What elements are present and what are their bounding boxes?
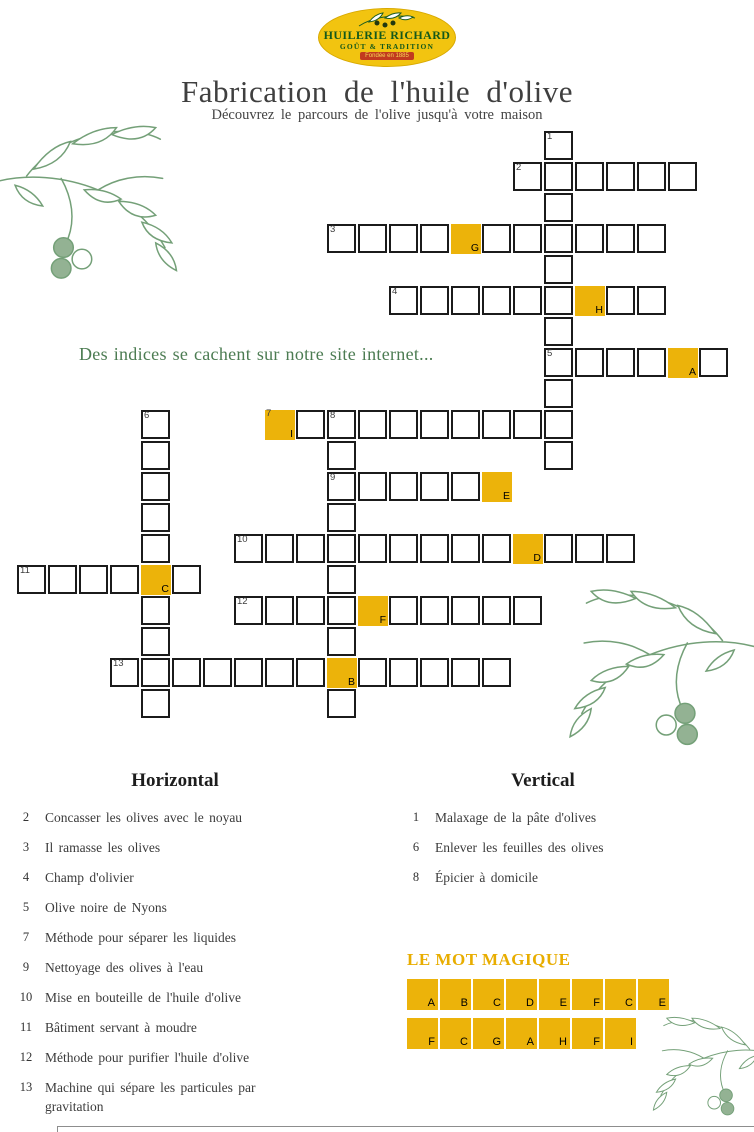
grid-cell[interactable] xyxy=(389,472,418,501)
clue-number: 13 xyxy=(19,1080,33,1094)
grid-clue-number: 8 xyxy=(330,410,336,421)
grid-highlight-letter: I xyxy=(290,428,293,440)
clue-row xyxy=(15,1078,360,1116)
grid-cell[interactable] xyxy=(668,162,697,191)
magic-word-cell[interactable] xyxy=(407,979,438,1010)
page-subtitle: Découvrez le parcours de l'olive jusqu'à votre maison xyxy=(211,107,543,123)
magic-word-row xyxy=(407,1018,669,1049)
grid-cell[interactable] xyxy=(265,658,294,687)
grid-cell[interactable] xyxy=(327,596,356,625)
magic-word-cell[interactable] xyxy=(572,1018,603,1049)
clue-number: 4 xyxy=(22,870,30,884)
clue-text: Épicier à domicile xyxy=(435,870,538,885)
grid-cell[interactable] xyxy=(234,534,263,563)
grid-highlight-letter: D xyxy=(533,552,541,564)
magic-word-cell[interactable] xyxy=(440,1018,471,1049)
grid-cell[interactable] xyxy=(699,348,728,377)
grid-cell[interactable] xyxy=(513,224,542,253)
clue-number: 7 xyxy=(22,930,30,944)
grid-cell[interactable] xyxy=(513,596,542,625)
grid-cell[interactable] xyxy=(482,224,511,253)
clue-text: Méthode pour purifier l'huile d'olive xyxy=(45,1050,250,1065)
clues-vertical-section xyxy=(405,770,705,898)
grid-cell[interactable] xyxy=(389,224,418,253)
grid-cell[interactable] xyxy=(110,658,139,687)
grid-cell[interactable] xyxy=(389,658,418,687)
grid-cell[interactable] xyxy=(358,534,387,563)
grid-cell[interactable] xyxy=(637,286,666,315)
clue-text: Concasser les olives avec le noyau xyxy=(45,810,243,825)
grid-clue-number: 6 xyxy=(144,410,150,421)
grid-cell[interactable] xyxy=(482,410,511,439)
grid-cell-highlight[interactable] xyxy=(141,565,171,595)
grid-cell[interactable] xyxy=(141,441,170,470)
grid-cell[interactable] xyxy=(544,286,573,315)
bottom-rule-tick xyxy=(57,1126,58,1132)
clue-row xyxy=(15,988,360,1018)
grid-cell[interactable] xyxy=(544,379,573,408)
logo-founded-badge: Fondée en 1885 xyxy=(360,52,414,60)
clue-text: Champ d'olivier xyxy=(45,870,134,885)
magic-word-title: LE MOT MAGIQUE xyxy=(407,950,571,969)
grid-cell[interactable] xyxy=(544,162,573,191)
grid-cell[interactable] xyxy=(420,596,449,625)
grid-cell[interactable] xyxy=(79,565,108,594)
grid-cell[interactable] xyxy=(141,627,170,656)
magic-word-section xyxy=(407,950,669,1057)
magic-word-letter: H xyxy=(559,1036,567,1048)
grid-cell[interactable] xyxy=(575,534,604,563)
grid-cell[interactable] xyxy=(358,224,387,253)
grid-cell[interactable] xyxy=(389,596,418,625)
grid-cell[interactable] xyxy=(296,658,325,687)
grid-cell[interactable] xyxy=(141,503,170,532)
magic-word-letter: C xyxy=(625,997,633,1009)
magic-word-cell[interactable] xyxy=(473,979,504,1010)
grid-cell[interactable] xyxy=(141,472,170,501)
grid-cell[interactable] xyxy=(606,348,635,377)
grid-cell[interactable] xyxy=(358,472,387,501)
clue-text: Méthode pour séparer les liquides xyxy=(45,930,236,945)
grid-cell[interactable] xyxy=(327,689,356,718)
magic-word-cell[interactable] xyxy=(638,979,669,1010)
magic-word-letter: C xyxy=(493,997,501,1009)
clue-text: Olive noire de Nyons xyxy=(45,900,167,915)
grid-cell-highlight[interactable] xyxy=(513,534,543,564)
grid-cell-highlight[interactable] xyxy=(575,286,605,316)
grid-cell[interactable] xyxy=(265,596,294,625)
page-title: Fabrication de l'huile d'olive xyxy=(181,74,573,109)
grid-cell-highlight[interactable] xyxy=(358,596,388,626)
grid-clue-number: 11 xyxy=(20,565,30,576)
grid-cell[interactable] xyxy=(575,224,604,253)
grid-cell[interactable] xyxy=(544,441,573,470)
grid-cell[interactable] xyxy=(637,162,666,191)
magic-word-cell[interactable] xyxy=(605,1018,636,1049)
grid-cell[interactable] xyxy=(544,534,573,563)
grid-cell[interactable] xyxy=(234,596,263,625)
grid-cell[interactable] xyxy=(420,658,449,687)
grid-cell[interactable] xyxy=(637,348,666,377)
grid-cell[interactable] xyxy=(451,534,480,563)
grid-cell[interactable] xyxy=(327,441,356,470)
grid-cell[interactable] xyxy=(327,627,356,656)
grid-highlight-letter: C xyxy=(161,583,169,595)
magic-word-cell[interactable] xyxy=(473,1018,504,1049)
clue-row xyxy=(15,1018,360,1048)
grid-cell[interactable] xyxy=(606,162,635,191)
magic-word-rows xyxy=(407,979,669,1049)
clue-row xyxy=(15,868,360,898)
grid-cell[interactable] xyxy=(296,534,325,563)
clues-horizontal-list xyxy=(15,808,360,1116)
grid-cell[interactable] xyxy=(141,596,170,625)
magic-word-cell[interactable] xyxy=(440,979,471,1010)
grid-cell[interactable] xyxy=(358,658,387,687)
grid-cell[interactable] xyxy=(544,348,573,377)
clue-row xyxy=(15,838,360,868)
magic-word-letter: F xyxy=(593,1036,600,1048)
grid-clue-number: 4 xyxy=(392,286,398,297)
grid-cell[interactable] xyxy=(265,534,294,563)
grid-cell[interactable] xyxy=(482,534,511,563)
magic-word-cell[interactable] xyxy=(605,979,636,1010)
grid-cell[interactable] xyxy=(327,224,356,253)
clue-row xyxy=(405,868,705,898)
magic-word-letter: A xyxy=(526,1036,534,1048)
grid-cell[interactable] xyxy=(513,286,542,315)
clue-text: Mise en bouteille de l'huile d'olive xyxy=(45,990,241,1005)
clue-text: Malaxage de la pâte d'olives xyxy=(435,810,597,825)
grid-cell[interactable] xyxy=(544,131,573,160)
grid-cell[interactable] xyxy=(575,348,604,377)
grid-cell[interactable] xyxy=(606,224,635,253)
grid-cell[interactable] xyxy=(203,658,232,687)
grid-highlight-letter: E xyxy=(502,490,510,502)
magic-word-letter: E xyxy=(559,997,567,1009)
grid-cell[interactable] xyxy=(420,472,449,501)
grid-cell[interactable] xyxy=(544,224,573,253)
bottom-rule xyxy=(57,1126,754,1127)
clues-horizontal-title: Horizontal xyxy=(131,770,219,791)
grid-cell[interactable] xyxy=(296,596,325,625)
grid-cell[interactable] xyxy=(544,255,573,284)
logo-name: HUILERIE RICHARD xyxy=(323,28,451,42)
magic-word-cell[interactable] xyxy=(539,979,570,1010)
grid-cell[interactable] xyxy=(544,193,573,222)
clue-number: 8 xyxy=(412,870,420,884)
grid-clue-number: 13 xyxy=(113,658,124,669)
grid-cell[interactable] xyxy=(296,410,325,439)
grid-cell[interactable] xyxy=(544,317,573,346)
clue-text: Enlever les feuilles des olives xyxy=(435,840,604,855)
magic-word-cell[interactable] xyxy=(407,1018,438,1049)
clue-text: Bâtiment servant à moudre xyxy=(45,1020,197,1035)
grid-cell[interactable] xyxy=(451,472,480,501)
clue-row xyxy=(405,808,705,838)
grid-clue-number: 3 xyxy=(330,224,336,235)
grid-highlight-letter: G xyxy=(470,242,479,254)
grid-cell[interactable] xyxy=(420,410,449,439)
logo-tagline: GOÛT & TRADITION xyxy=(339,42,435,51)
magic-word-cell[interactable] xyxy=(506,1018,537,1049)
clue-number: 6 xyxy=(412,840,420,854)
clue-number: 9 xyxy=(22,960,30,974)
grid-cell-highlight[interactable] xyxy=(668,348,698,378)
clues-horizontal-section xyxy=(15,770,360,1116)
grid-cell[interactable] xyxy=(482,286,511,315)
grid-cell[interactable] xyxy=(451,410,480,439)
grid-cell[interactable] xyxy=(327,503,356,532)
grid-cell[interactable] xyxy=(482,658,511,687)
grid-cell[interactable] xyxy=(544,410,573,439)
clue-number: 12 xyxy=(19,1050,33,1064)
grid-clue-number: 10 xyxy=(237,534,248,545)
clue-row xyxy=(15,808,360,838)
magic-word-letter: F xyxy=(428,1036,435,1048)
grid-cell[interactable] xyxy=(389,534,418,563)
clue-number: 5 xyxy=(22,900,30,914)
grid-cell[interactable] xyxy=(451,658,480,687)
grid-cell[interactable] xyxy=(420,224,449,253)
clue-text: Nettoyage des olives à l'eau xyxy=(45,960,204,975)
grid-cell[interactable] xyxy=(451,596,480,625)
grid-cell-highlight[interactable] xyxy=(482,472,512,502)
magic-word-letter: B xyxy=(460,997,468,1009)
grid-cell[interactable] xyxy=(141,534,170,563)
grid-cell-highlight[interactable] xyxy=(327,658,357,688)
magic-word-row xyxy=(407,979,669,1010)
clue-number: 2 xyxy=(22,810,30,824)
clue-row xyxy=(15,958,360,988)
grid-cell[interactable] xyxy=(637,224,666,253)
grid-cell[interactable] xyxy=(513,410,542,439)
grid-highlight-letter: F xyxy=(379,614,386,626)
grid-cell[interactable] xyxy=(327,534,356,563)
hint-text: Des indices se cachent sur notre site internet... xyxy=(79,344,434,364)
grid-cell[interactable] xyxy=(48,565,77,594)
grid-cell[interactable] xyxy=(389,410,418,439)
clue-row xyxy=(15,1048,360,1078)
clue-row xyxy=(15,898,360,928)
grid-cell[interactable] xyxy=(110,565,139,594)
grid-cell[interactable] xyxy=(327,565,356,594)
grid-cell[interactable] xyxy=(141,410,170,439)
grid-clue-number: 9 xyxy=(330,472,336,483)
magic-word-letter: G xyxy=(492,1036,501,1048)
magic-word-letter: E xyxy=(658,997,666,1009)
grid-cell[interactable] xyxy=(606,286,635,315)
magic-word-cell[interactable] xyxy=(572,979,603,1010)
grid-highlight-letter: H xyxy=(595,304,603,316)
grid-cell[interactable] xyxy=(606,534,635,563)
grid-cell[interactable] xyxy=(17,565,46,594)
grid-cell[interactable] xyxy=(358,410,387,439)
clue-number: 11 xyxy=(19,1020,33,1034)
grid-cell[interactable] xyxy=(451,286,480,315)
grid-cell[interactable] xyxy=(327,410,356,439)
magic-word-letter: A xyxy=(427,997,435,1009)
clue-text: Machine qui sépare les particules par gravitation xyxy=(45,1080,256,1114)
clue-text: Il ramasse les olives xyxy=(45,840,161,855)
grid-cell[interactable] xyxy=(141,658,170,687)
grid-cell[interactable] xyxy=(482,596,511,625)
clue-number: 10 xyxy=(19,990,33,1004)
grid-cell-highlight[interactable] xyxy=(451,224,481,254)
grid-highlight-letter: B xyxy=(347,676,355,688)
grid-clue-number: 7 xyxy=(266,408,272,419)
clue-number: 3 xyxy=(22,840,30,854)
grid-cell[interactable] xyxy=(327,472,356,501)
grid-clue-number: 1 xyxy=(547,131,553,142)
clues-vertical-list xyxy=(405,808,705,898)
magic-word-letter: F xyxy=(593,997,600,1009)
grid-cell[interactable] xyxy=(234,658,263,687)
grid-clue-number: 12 xyxy=(237,596,248,607)
grid-cell[interactable] xyxy=(141,689,170,718)
grid-cell[interactable] xyxy=(420,534,449,563)
grid-cell[interactable] xyxy=(389,286,418,315)
grid-highlight-letter: A xyxy=(688,366,696,378)
grid-clue-number: 2 xyxy=(516,162,522,173)
grid-cell[interactable] xyxy=(513,162,542,191)
grid-cell[interactable] xyxy=(172,565,201,594)
clue-row xyxy=(405,838,705,868)
clue-number: 1 xyxy=(412,810,420,824)
magic-word-cell[interactable] xyxy=(539,1018,570,1049)
grid-clue-number: 5 xyxy=(547,348,553,359)
grid-cell[interactable] xyxy=(575,162,604,191)
magic-word-letter: I xyxy=(629,1036,633,1048)
magic-word-letter: D xyxy=(526,997,534,1009)
magic-word-cell[interactable] xyxy=(506,979,537,1010)
clue-row xyxy=(15,928,360,958)
clues-vertical-title: Vertical xyxy=(511,770,575,791)
magic-word-letter: C xyxy=(460,1036,468,1048)
grid-cell-highlight[interactable] xyxy=(265,410,295,440)
grid-cell[interactable] xyxy=(172,658,201,687)
grid-cell[interactable] xyxy=(420,286,449,315)
